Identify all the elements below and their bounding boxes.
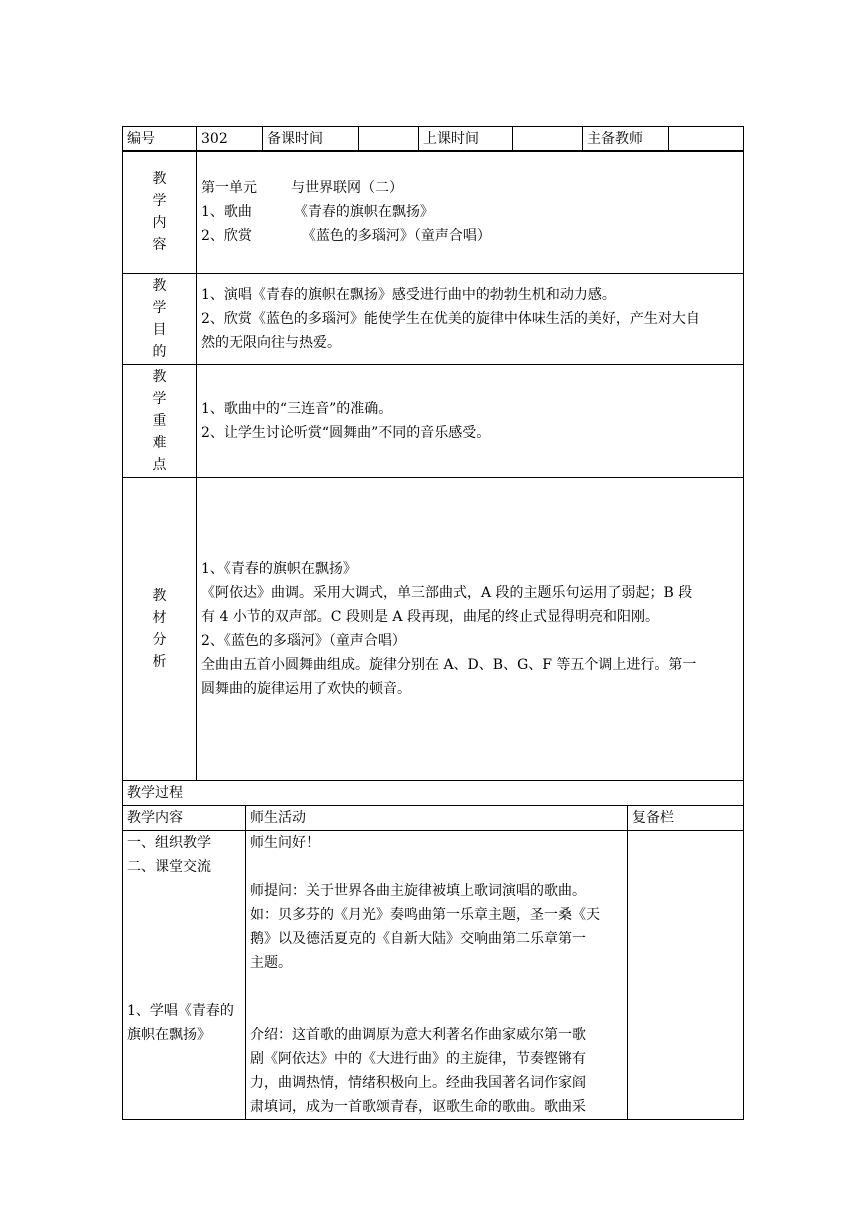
content-label: 教 学 内 容 <box>123 151 197 274</box>
process-activity-cell: 师生问好！ 师提问：关于世界各曲主旋律被填上歌词演唱的歌曲。 如：贝多芬的《月光》奏鸣曲第一乐章主题，圣一桑《天 鹅》以及德活夏克的《自新大陆》交响曲第二乐章第一 主题。 介绍：这首歌的曲调原为意大利著名作曲家威尔第一歌 剧《阿依达》中的《大进行曲》的主旋律，节奏铿锵有 力，曲调热情，情绪积极向上。经曲我国著名词作家阎 肃填词，成为一首歌颂青春，讴歌生命的歌曲。歌曲采 <box>246 831 628 1120</box>
prep-time-label: 备课时间 <box>263 127 359 152</box>
process-title: 教学过程 <box>123 781 744 806</box>
process-content-cell: 一、组织教学 二、课堂交流 1、学唱《青春的 旗帜在飘扬》 <box>123 831 246 1120</box>
content-cell: 第一单元 与世界联网（二） 1、歌曲 《青春的旗帜在飘扬》 2、欣赏 《蓝色的多瑙河》（童声合唱） <box>197 151 744 274</box>
difficulties-row <box>123 365 744 478</box>
class-time-label: 上课时间 <box>419 127 513 152</box>
goals-label: 教 学 目 的 <box>123 274 197 365</box>
analysis-label: 教 材 分 析 <box>123 478 197 781</box>
analysis-row <box>123 478 744 781</box>
process-table <box>122 780 744 1120</box>
serial-label: 编号 <box>123 127 197 152</box>
lead-teacher-label: 主备教师 <box>583 127 669 152</box>
class-time-value <box>513 127 583 152</box>
plan-body-table <box>122 150 744 781</box>
process-col-review: 复备栏 <box>628 806 744 831</box>
header-table <box>122 126 744 152</box>
goals-cell: 1、演唱《青春的旗帜在飘扬》感受进行曲中的勃勃生机和动力感。 2、欣赏《蓝色的多瑙河》能使学生在优美的旋律中体味生活的美好，产生对大自 然的无限向往与热爱。 <box>197 274 744 365</box>
content-row <box>123 151 744 274</box>
process-col-activity: 师生活动 <box>246 806 628 831</box>
analysis-cell: 1、《青春的旗帜在飘扬》 《阿依达》曲调。采用大调式，单三部曲式，A 段的主题乐句运用了弱起；B 段 有 4 小节的双声部。C 段则是 A 段再现，曲尾的终止式显得明亮和阳刚。 2、《蓝色的多瑙河》（童声合唱） 全曲由五首小圆舞曲组成。旋律分别在 A、D、B、G、F 等五个调上进行。第一 圆舞曲的旋律运用了欢快的顿音。 <box>197 478 744 781</box>
prep-time-value <box>359 127 419 152</box>
goals-row <box>123 274 744 365</box>
process-review-cell <box>628 831 744 1120</box>
difficulties-label: 教 学 重 难 点 <box>123 365 197 478</box>
difficulties-cell: 1、歌曲中的“三连音”的准确。 2、让学生讨论听赏“圆舞曲”不同的音乐感受。 <box>197 365 744 478</box>
serial-value: 302 <box>197 127 263 152</box>
process-col-content: 教学内容 <box>123 806 246 831</box>
lead-teacher-value <box>669 127 744 152</box>
